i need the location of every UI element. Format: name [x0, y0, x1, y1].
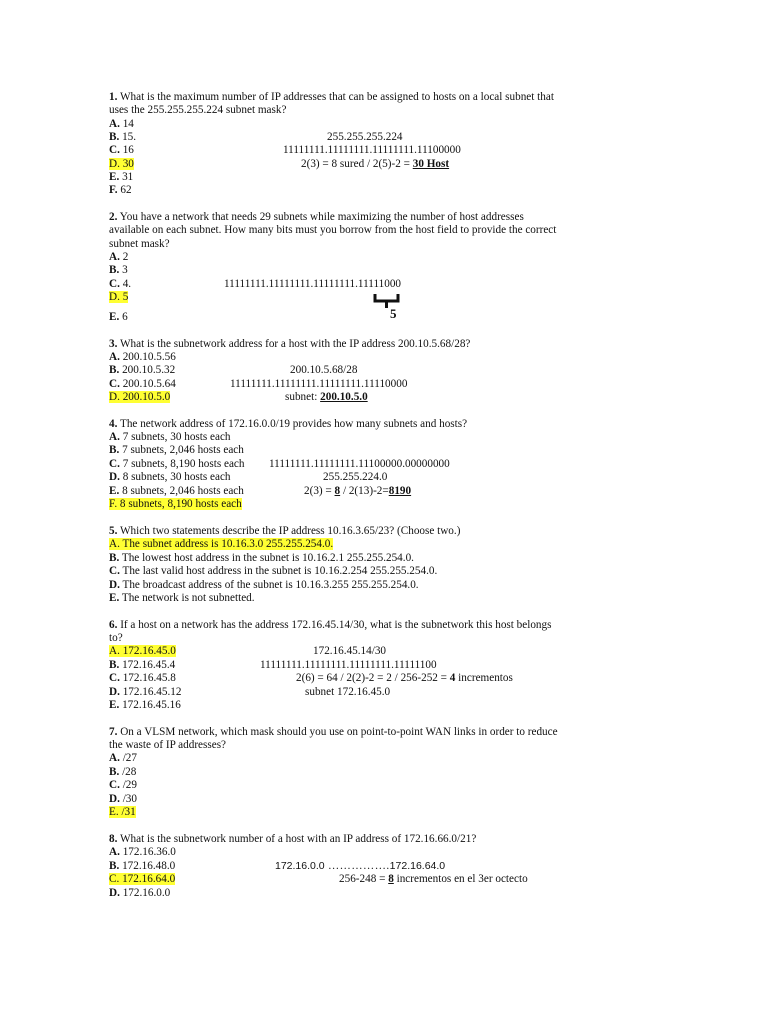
- q5-option-c: C. The last valid host address in the subnet is 10.16.2.254 255.255.254.0.: [109, 565, 438, 577]
- q1-option-f: F. 62: [109, 184, 132, 196]
- q3-option-a: A. 200.10.5.56: [109, 351, 176, 363]
- question-8-text: 8. What is the subnetwork number of a host with an IP address of 172.16.66.0/21?: [109, 833, 477, 845]
- q1-option-e: E. 31: [109, 171, 134, 183]
- q7-option-e: E. /31: [109, 806, 136, 818]
- q1-note-calc: 2(3) = 8 sured / 2(5)-2 = 30 Host: [301, 158, 450, 170]
- brace-icon: [372, 292, 402, 310]
- q4-note-mask: 255.255.224.0: [323, 471, 388, 483]
- q6-note-calc: 2(6) = 64 / 2(2)-2 = 2 / 256-252 = 4 incrementos: [296, 672, 513, 684]
- q2-option-e: E. 6: [109, 311, 128, 323]
- q2-option-d: D. 5: [109, 291, 129, 303]
- q3-note-subnet: subnet: 200.10.5.0: [285, 391, 368, 403]
- q3-note-ip: 200.10.5.68/28: [290, 364, 358, 376]
- q8-option-a: A. 172.16.36.0: [109, 846, 176, 858]
- q6-note-subnet: subnet 172.16.45.0: [305, 686, 391, 698]
- q3-option-b: B. 200.10.5.32: [109, 364, 176, 376]
- q2-brace-label: 5: [390, 306, 397, 321]
- q1-option-a: A. 14: [109, 118, 134, 130]
- q1-note-mask: 255.255.255.224: [327, 131, 403, 143]
- question-2-text: 2. You have a network that needs 29 subnets while maximizing the number of host addresses available on each subnet. How many bits must you borrow from the host field to provide the correct subnet mask?: [109, 211, 557, 250]
- q2-option-c: C. 4.: [109, 278, 132, 290]
- q2-option-a: A. 2: [109, 251, 129, 263]
- q5-option-a: A. The subnet address is 10.16.3.0 255.255.254.0.: [109, 538, 334, 550]
- q6-option-c: C. 172.16.45.8: [109, 672, 176, 684]
- q8-option-d: D. 172.16.0.0: [109, 887, 171, 899]
- q1-option-c: C. 16: [109, 144, 134, 156]
- question-4-text: 4. The network address of 172.16.0.0/19 provides how many subnets and hosts?: [109, 418, 468, 430]
- q7-option-d: D. /30: [109, 793, 137, 805]
- q4-note-binary: 11111111.11111111.11100000.00000000: [269, 458, 450, 470]
- q4-option-d: D. 8 subnets, 30 hosts each: [109, 471, 231, 483]
- q4-option-f: F. 8 subnets, 8,190 hosts each: [109, 498, 242, 510]
- q6-option-d: D. 172.16.45.12: [109, 686, 182, 698]
- q8-note-calc: 256-248 = 8 incrementos en el 3er octecto: [339, 873, 528, 885]
- q1-option-b: B. 15.: [109, 131, 137, 143]
- q7-option-c: C. /29: [109, 779, 137, 791]
- q4-option-b: B. 7 subnets, 2,046 hosts each: [109, 444, 244, 456]
- q4-option-a: A. 7 subnets, 30 hosts each: [109, 431, 231, 443]
- q6-note-ip: 172.16.45.14/30: [313, 645, 387, 657]
- q1-option-d: D. 30: [109, 158, 134, 170]
- q3-option-c: C. 200.10.5.64: [109, 378, 176, 390]
- q4-note-calc: 2(3) = 8 / 2(13)-2=8190: [304, 485, 412, 497]
- q6-option-e: E. 172.16.45.16: [109, 699, 181, 711]
- q8-option-c: C. 172.16.64.0: [109, 873, 176, 885]
- question-3-text: 3. What is the subnetwork address for a host with the IP address 200.10.5.68/28?: [109, 338, 471, 350]
- q8-option-b: B. 172.16.48.0: [109, 860, 176, 872]
- question-6-text: 6. If a host on a network has the address 172.16.45.14/30, what is the subnetwork this host belongs to?: [109, 619, 552, 645]
- q5-option-d: D. The broadcast address of the subnet is 10.16.3.255 255.255.254.0.: [109, 579, 419, 591]
- q2-note-binary: 11111111.11111111.11111111.11111000: [224, 278, 402, 290]
- q6-option-a: A. 172.16.45.0: [109, 645, 176, 657]
- q3-option-d: D. 200.10.5.0: [109, 391, 171, 403]
- q1-note-binary: 11111111.11111111.11111111.11100000: [283, 144, 461, 156]
- question-1-text: 1. What is the maximum number of IP addresses that can be assigned to hosts on a local subnet that uses the 255.255.255.224 subnet mask?: [109, 91, 554, 117]
- question-5-text: 5. Which two statements describe the IP address 10.16.3.65/23? (Choose two.): [109, 525, 461, 537]
- q2-option-b: B. 3: [109, 264, 128, 276]
- q4-option-c: C. 7 subnets, 8,190 hosts each: [109, 458, 245, 470]
- q4-option-e: E. 8 subnets, 2,046 hosts each: [109, 485, 244, 497]
- q5-option-e: E. The network is not subnetted.: [109, 592, 255, 604]
- q6-option-b: B. 172.16.45.4: [109, 659, 176, 671]
- question-7-text: 7. On a VLSM network, which mask should you use on point-to-point WAN links in order to reduce the waste of IP addresses?: [109, 726, 558, 752]
- q6-note-binary: 11111111.11111111.11111111.11111100: [260, 659, 437, 671]
- q7-option-b: B. /28: [109, 766, 137, 778]
- q5-option-b: B. The lowest host address in the subnet is 10.16.2.1 255.255.254.0.: [109, 552, 414, 564]
- q3-note-binary: 11111111.11111111.11111111.11110000: [230, 378, 408, 390]
- q8-note-range: 172.16.0.0 …………….172.16.64.0: [275, 860, 446, 872]
- q7-option-a: A. /27: [109, 752, 137, 764]
